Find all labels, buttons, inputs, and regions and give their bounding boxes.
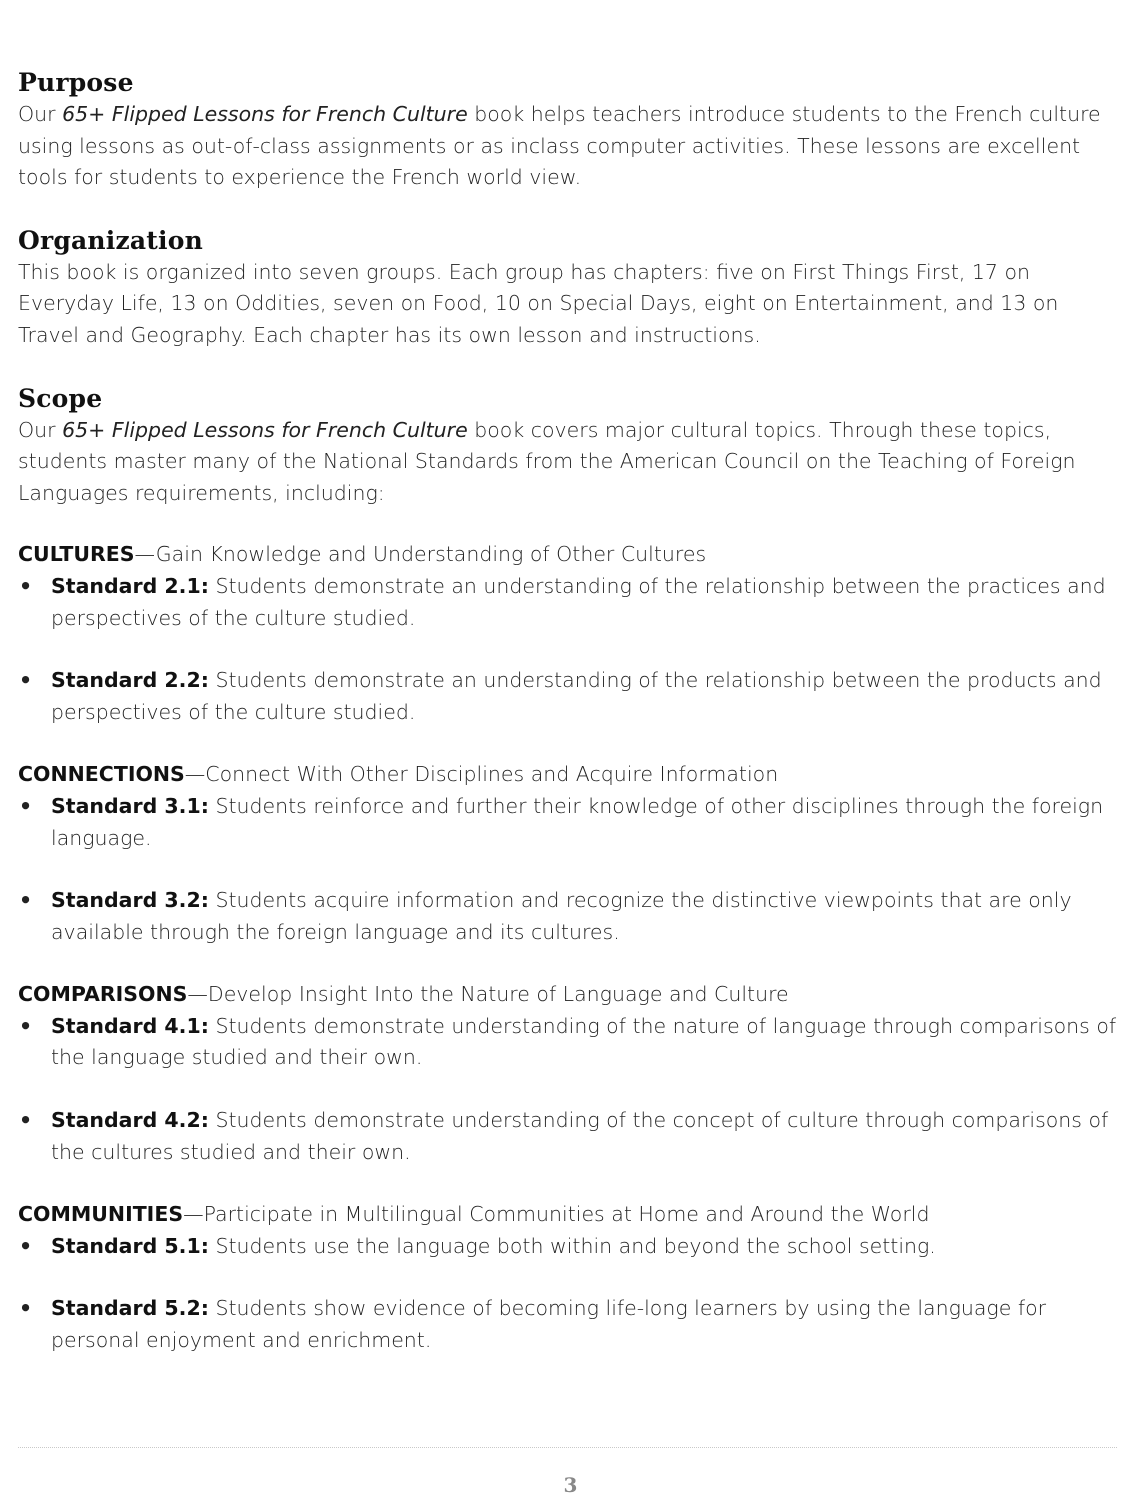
- list-item: [18, 791, 1123, 854]
- group-desc: —Gain Knowledge and Understanding of Other Cultures: [134, 542, 707, 567]
- standards-group-communities: [18, 1199, 1123, 1356]
- footer-divider: [18, 1447, 1117, 1448]
- bullet-icon: •: [19, 668, 33, 693]
- standard-label: Standard 2.2:: [51, 668, 209, 693]
- group-heading: [18, 979, 1123, 1011]
- standard-text: Students demonstrate an understanding of the relationship between the products and perspectives of the culture studied.: [51, 668, 1102, 724]
- list-item: [18, 571, 1123, 634]
- bullet-icon: •: [19, 1296, 33, 1321]
- group-name: CONNECTIONS: [18, 762, 185, 787]
- standard-text: Students demonstrate understanding of the concept of culture through comparisons of the cultures studied and their own.: [51, 1108, 1109, 1164]
- bullet-icon: •: [19, 1013, 33, 1038]
- organization-heading: Organization: [18, 225, 203, 255]
- list-item: [18, 1011, 1123, 1074]
- standard-text: Students reinforce and further their knowledge of other disciplines through the foreign language.: [51, 793, 1104, 850]
- standards-group-connections: [18, 759, 1123, 948]
- standards-group-comparisons: [18, 979, 1123, 1168]
- organization-text: This book is organized into seven groups. Each group has chapters: five on First Things First, 17 on Everyday Life, 13 on Oddities, seven on Food, 10 on Special Days, eight on Entertainment, and 13 on Travel and Geography. Each chapter has its own lesson and instructions.: [18, 259, 1059, 347]
- book-title: 65+ Flipped Lessons for French Culture: [62, 102, 468, 126]
- scope-text: Our 65+ Flipped Lessons for French Culture book covers major cultural topics. Through these topics, students master many of the National Standards from the American Council on the Teaching of Foreign Languages requirements, including:: [18, 417, 1076, 505]
- page-number: 3: [563, 1473, 578, 1497]
- page-content: [18, 66, 1123, 1388]
- group-desc: —Connect With Other Disciplines and Acquire Information: [184, 762, 779, 787]
- standard-label: Standard 3.2:: [51, 888, 209, 913]
- standards-list: [18, 571, 1123, 728]
- group-heading: [18, 759, 1123, 791]
- standard-label: Standard 5.2:: [51, 1296, 209, 1321]
- purpose-heading: Purpose: [18, 68, 134, 97]
- standard-text: Students demonstrate understanding of the nature of language through comparisons of the language studied and their own.: [51, 1013, 1117, 1070]
- book-title: 65+ Flipped Lessons for French Culture: [62, 417, 468, 442]
- standard-label: Standard 3.1:: [51, 793, 209, 818]
- standard-label: Standard 4.1:: [51, 1013, 209, 1038]
- scope-heading: Scope: [18, 383, 103, 413]
- bullet-icon: •: [19, 573, 33, 598]
- list-item: [18, 1105, 1123, 1168]
- list-item: [18, 885, 1123, 948]
- standard-text: Students show evidence of becoming life-long learners by using the language for personal enjoyment and enrichment.: [51, 1296, 1047, 1353]
- standards-list: [18, 1011, 1123, 1168]
- group-name: COMMUNITIES: [18, 1202, 184, 1227]
- standards-list: [18, 791, 1123, 948]
- group-desc: —Develop Insight Into the Nature of Language and Culture: [187, 982, 789, 1007]
- group-heading: [18, 539, 1123, 571]
- group-desc: —Participate in Multilingual Communities at Home and Around the World: [183, 1202, 930, 1227]
- organization-section: [18, 224, 1123, 352]
- standards-list: [18, 1231, 1123, 1357]
- purpose-text: Our 65+ Flipped Lessons for French Culture book helps teachers introduce students to the French culture using lessons as out-of-class assignments or as inclass computer activities. These lessons are excellent tools for students to experience the French world view.: [18, 102, 1101, 190]
- group-heading: [18, 1199, 1123, 1231]
- bullet-icon: •: [19, 1108, 33, 1133]
- standard-label: Standard 5.1:: [51, 1233, 209, 1258]
- standard-text: Students use the language both within and beyond the school setting.: [208, 1233, 936, 1258]
- bullet-icon: •: [19, 793, 33, 818]
- list-item: [18, 1231, 1123, 1263]
- list-item: [18, 1293, 1123, 1356]
- scope-section: [18, 382, 1123, 510]
- list-item: [18, 665, 1123, 728]
- group-name: CULTURES: [18, 542, 135, 567]
- bullet-icon: •: [19, 888, 33, 913]
- purpose-section: [18, 66, 1123, 194]
- group-name: COMPARISONS: [18, 982, 188, 1007]
- standards-group-cultures: [18, 539, 1123, 728]
- standard-label: Standard 4.2:: [51, 1108, 209, 1133]
- bullet-icon: •: [19, 1233, 33, 1258]
- standard-label: Standard 2.1:: [51, 573, 209, 598]
- standard-text: Students demonstrate an understanding of the relationship between the practices and perspectives of the culture studied.: [51, 573, 1106, 630]
- standard-text: Students acquire information and recognize the distinctive viewpoints that are only available through the foreign language and its cultures.: [51, 888, 1072, 944]
